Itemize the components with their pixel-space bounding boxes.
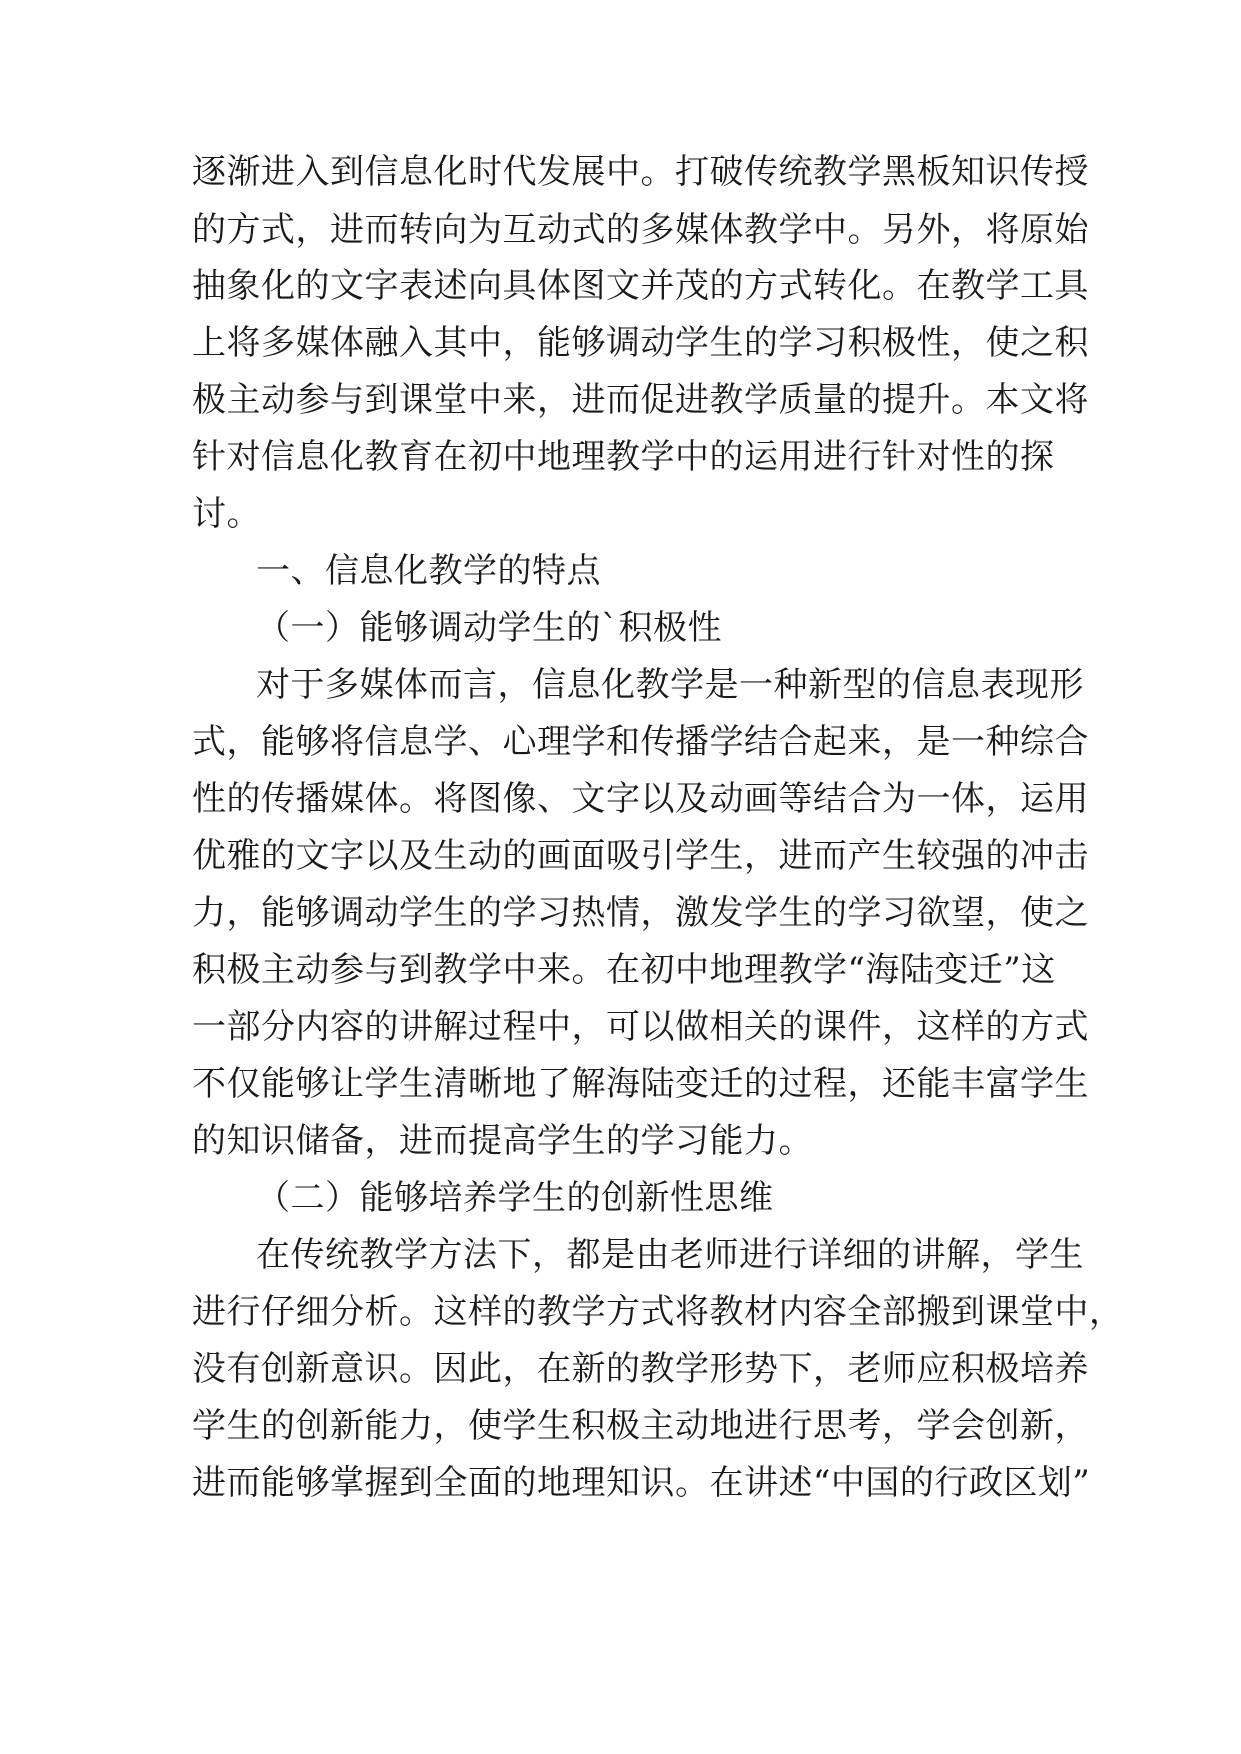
paragraph-line: 学生的创新能力，使学生积极主动地进行思考，学会创新，: [192, 1406, 1089, 1446]
paragraph-line: 对于多媒体而言，信息化教学是一种新型的信息表现形: [256, 665, 1084, 705]
paragraph-line: 在传统教学方法下，都是由老师进行详细的讲解，学生: [256, 1235, 1084, 1275]
paragraph-line: 积极主动参与到教学中来。在初中地理教学“海陆变迁”这: [192, 950, 1056, 990]
paragraph-line: 上将多媒体融入其中，能够调动学生的学习积极性，使之积: [192, 323, 1089, 363]
paragraph-line: 极主动参与到课堂中来，进而促进教学质量的提升。本文将: [192, 380, 1089, 420]
paragraph-line: 力，能够调动学生的学习热情，激发学生的学习欲望，使之: [192, 893, 1089, 933]
paragraph-line: 进行仔细分析。这样的教学方式将教材内容全部搬到课堂中，: [192, 1292, 1124, 1332]
paragraph-line: 进而能够掌握到全面的地理知识。在讲述“中国的行政区划”: [192, 1463, 1091, 1503]
paragraph-line: 优雅的文字以及生动的画面吸引学生，进而产生较强的冲击: [192, 836, 1089, 876]
subsection-heading: （二）能够培养学生的创新性思维: [256, 1178, 774, 1218]
paragraph-line: 的知识储备，进而提高学生的学习能力。: [192, 1121, 813, 1161]
section-heading: 一、信息化教学的特点: [256, 551, 601, 591]
paragraph-line: 针对信息化教育在初中地理教学中的运用进行针对性的探: [192, 437, 1055, 477]
paragraph-line: 逐渐进入到信息化时代发展中。打破传统教学黑板知识传授: [192, 152, 1089, 192]
paragraph-line: 讨。: [192, 494, 261, 534]
paragraph-line: 不仅能够让学生清晰地了解海陆变迁的过程，还能丰富学生: [192, 1064, 1089, 1104]
paragraph-line: 没有创新意识。因此，在新的教学形势下，老师应积极培养: [192, 1349, 1089, 1389]
paragraph-line: 的方式，进而转向为互动式的多媒体教学中。另外，将原始: [192, 210, 1089, 250]
paragraph-line: 式，能够将信息学、心理学和传播学结合起来，是一种综合: [192, 722, 1089, 762]
paragraph-line: 性的传播媒体。将图像、文字以及动画等结合为一体，运用: [192, 779, 1089, 819]
paragraph-line: 一部分内容的讲解过程中，可以做相关的课件，这样的方式: [192, 1007, 1089, 1047]
paragraph-line: 抽象化的文字表述向具体图文并茂的方式转化。在教学工具: [192, 266, 1089, 306]
subsection-heading: （一）能够调动学生的`积极性: [256, 608, 722, 648]
